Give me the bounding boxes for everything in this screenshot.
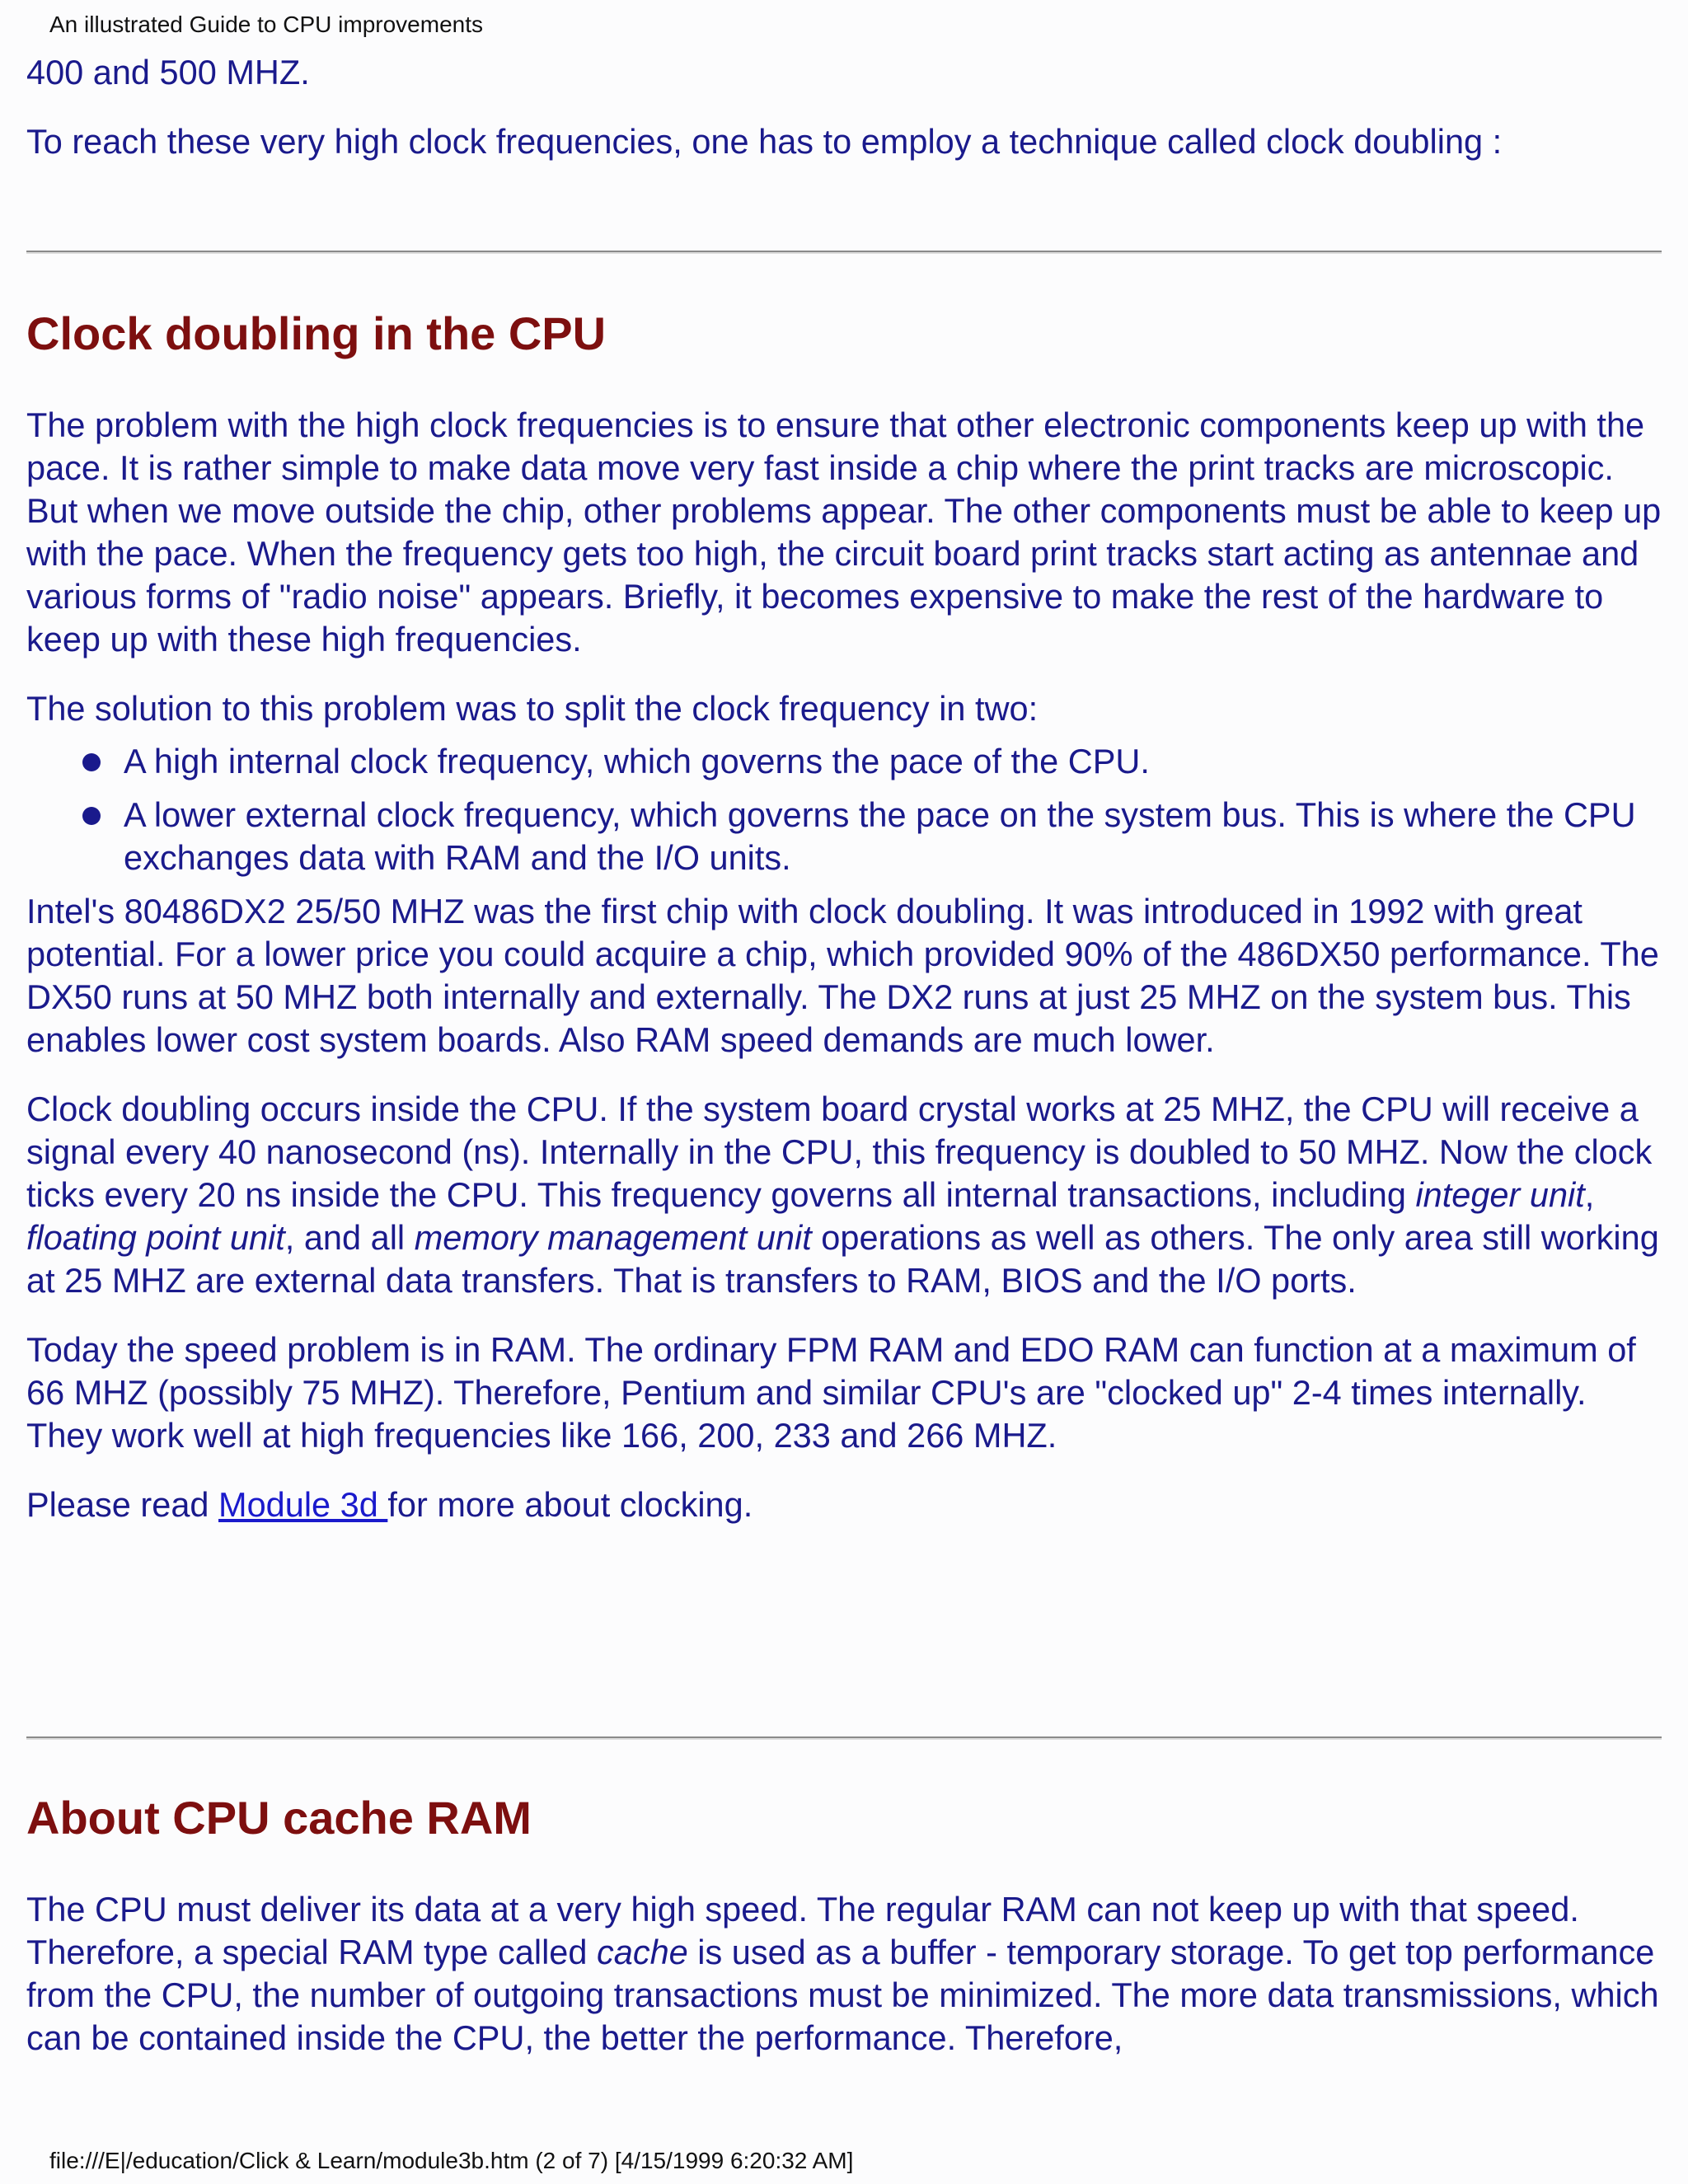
- paragraph: Today the speed problem is in RAM. The ordinary FPM RAM and EDO RAM can function at a maximum of 66 MHZ (possibly 75 MHZ). Therefore, Pentium and similar CPU's are "clocked up" 2-4 times internally. They work well at high frequencies like 166, 200, 233 and 266 MHZ.: [26, 1330, 1636, 1455]
- list-item: [26, 794, 1667, 879]
- emphasis-text: floating point unit: [26, 1218, 285, 1257]
- bullet-list: [26, 740, 1667, 879]
- paragraph: [26, 1088, 1667, 1302]
- section-heading-clock-doubling: Clock doubling in the CPU: [26, 307, 607, 359]
- bullet-icon: [82, 807, 101, 825]
- text-run: for more about clocking.: [387, 1485, 753, 1524]
- paragraph: [26, 1888, 1667, 2060]
- emphasis-text: memory management unit: [414, 1218, 812, 1257]
- intro-line-1: 400 and 500 MHZ.: [26, 53, 310, 91]
- list-item: [26, 740, 1667, 783]
- running-header: An illustrated Guide to CPU improvements: [49, 12, 483, 37]
- text-run: is used as a buffer - temporary storage. To get top performance from the CPU, the number of outgoing transactions must be minimized. The more data transmissions, which can be contained inside the CPU, the better the performance. Therefore,: [26, 1933, 1659, 2057]
- section-body-clock-doubling: [26, 404, 1667, 1526]
- text-run: The CPU must deliver its data at a very high speed. The regular RAM can not keep up with that speed. Therefore, a special RAM type called: [26, 1890, 1579, 1971]
- text-run: ,: [1584, 1175, 1595, 1214]
- text-run: , and all: [284, 1218, 415, 1257]
- paragraph: The solution to this problem was to split the clock frequency in two:: [26, 689, 1039, 728]
- horizontal-rule: [26, 251, 1662, 254]
- paragraph: Intel's 80486DX2 25/50 MHZ was the first chip with clock doubling. It was introduced in 1992 with great potential. For a lower price you could acquire a chip, which provided 90% of the 486DX50 performance. The DX50 runs at 50 MHZ both internally and externally. The DX2 runs at just 25 MHZ on the system bus. This enables lower cost system boards. Also RAM speed demands are much lower.: [26, 892, 1659, 1059]
- paragraph: [26, 1483, 1667, 1526]
- bullet-icon: [82, 753, 101, 771]
- horizontal-rule: [26, 1736, 1662, 1740]
- emphasis-text: integer unit: [1415, 1175, 1585, 1214]
- list-item-text: A high internal clock frequency, which governs the pace of the CPU.: [124, 742, 1150, 780]
- running-footer: file:///E|/education/Click & Learn/module3b.htm (2 of 7) [4/15/1999 6:20:32 AM]: [49, 2148, 854, 2173]
- text-run: operations as well as others. The only area still working at 25 MHZ are external data transfers. That is transfers to RAM, BIOS and the I/O ports.: [26, 1218, 1659, 1300]
- section-body-cpu-cache: [26, 1888, 1667, 2060]
- emphasis-text: cache: [596, 1933, 688, 1971]
- module-3d-link[interactable]: Module 3d: [218, 1485, 388, 1524]
- section-heading-cpu-cache: About CPU cache RAM: [26, 1792, 532, 1844]
- intro-line-2: To reach these very high clock frequencies, one has to employ a technique called clock doubling :: [26, 122, 1503, 161]
- intro-block: [26, 51, 1667, 163]
- paragraph: The problem with the high clock frequencies is to ensure that other electronic components keep up with the pace. It is rather simple to make data move very fast inside a chip where the print tracks are microscopic. But when we move outside the chip, other problems appear. The other components must be able to keep up with the pace. When the frequency gets too high, the circuit board print tracks start acting as antennae and various forms of "radio noise" appears. Briefly, it becomes expensive to make the rest of the hardware to keep up with these high frequencies.: [26, 405, 1662, 658]
- text-run: Please read: [26, 1485, 219, 1524]
- text-run: Clock doubling occurs inside the CPU. If the system board crystal works at 25 MHZ, the CPU will receive a signal every 40 nanosecond (ns). Internally in the CPU, this frequency is doubled to 50 MHZ. Now the clock ticks every 20 ns inside the CPU. This frequency governs all internal transactions, including: [26, 1090, 1653, 1214]
- list-item-text: A lower external clock frequency, which governs the pace on the system bus. This is where the CPU exchanges data with RAM and the I/O units.: [124, 795, 1636, 877]
